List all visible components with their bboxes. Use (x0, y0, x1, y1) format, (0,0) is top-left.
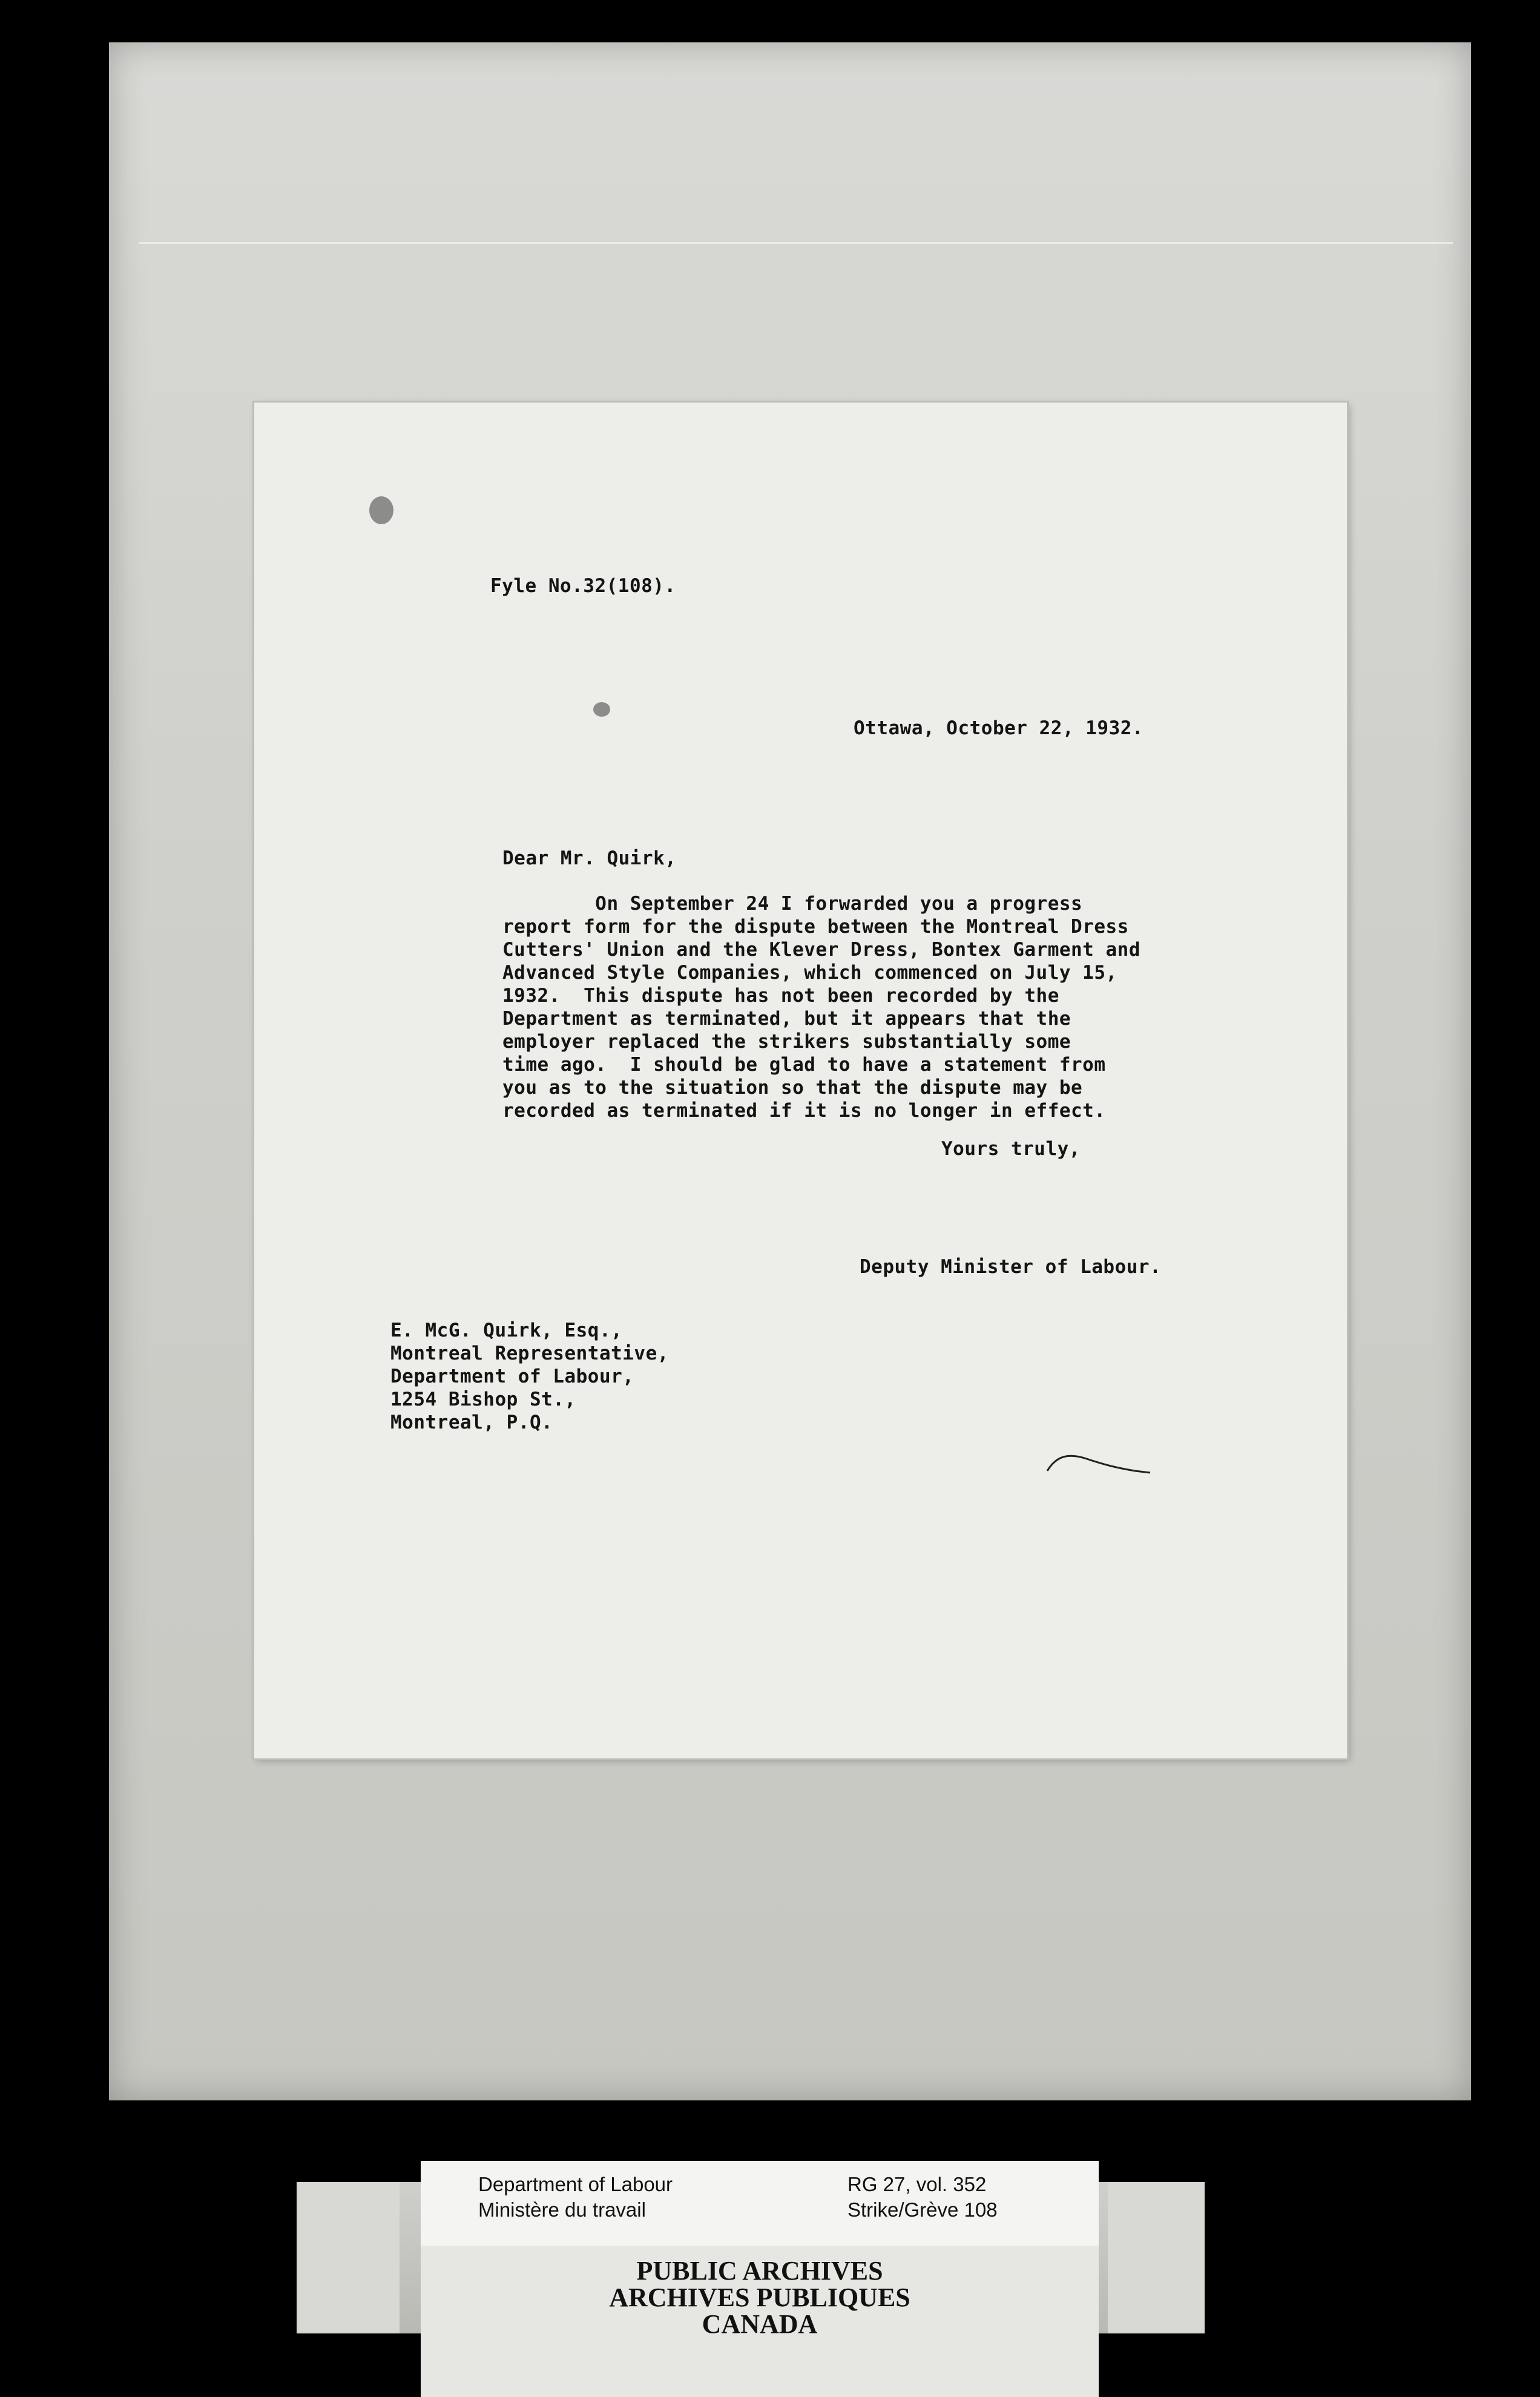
department-fr: Ministère du travail (478, 2198, 646, 2221)
address-line: 1254 Bishop St., (390, 1389, 576, 1410)
body-line: you as to the situation so that the dispute may be (502, 1077, 1083, 1099)
archive-title-fr: ARCHIVES PUBLIQUES (609, 2283, 910, 2312)
record-group: RG 27, vol. 352 (847, 2173, 987, 2195)
letter-sheet (254, 403, 1347, 1758)
body-line: Cutters' Union and the Klever Dress, Bontex Garment and (502, 939, 1140, 961)
body-line: On September 24 I forwarded you a progress (502, 893, 1083, 915)
strike-reference: Strike/Grève 108 (847, 2198, 998, 2221)
body-line: employer replaced the strikers substantially some (502, 1031, 1071, 1053)
signature-title: Deputy Minister of Labour. (860, 1256, 1162, 1278)
archive-tab-right (1108, 2182, 1205, 2333)
mount-edge-line (139, 242, 1453, 244)
body-line: recorded as terminated if it is no longer in effect. (502, 1100, 1106, 1122)
salutation: Dear Mr. Quirk, (502, 847, 677, 869)
closing: Yours truly, (941, 1138, 1081, 1160)
body-line: Advanced Style Companies, which commenced on July 15, (502, 962, 1117, 984)
body-line: Department as terminated, but it appears that the (502, 1008, 1071, 1030)
address-line: Montreal, P.Q. (390, 1412, 553, 1433)
ink-blot (369, 496, 393, 524)
address-line: Montreal Representative, (390, 1343, 669, 1364)
archive-title-en: PUBLIC ARCHIVES (636, 2256, 883, 2286)
body-line: time ago. I should be glad to have a statement from (502, 1054, 1106, 1076)
ink-blot (593, 702, 610, 717)
archive-tab-left (297, 2182, 400, 2333)
archive-title-country: CANADA (702, 2309, 818, 2339)
body-line: 1932. This dispute has not been recorded by the (502, 985, 1059, 1007)
pen-scribble (1044, 1450, 1153, 1480)
file-reference: Fyle No.32(108). (490, 575, 676, 597)
department-en: Department of Labour (478, 2173, 673, 2195)
dateline: Ottawa, October 22, 1932. (854, 717, 1144, 739)
record-label (421, 2161, 1099, 2246)
body-line: report form for the dispute between the Montreal Dress (502, 916, 1129, 938)
address-line: Department of Labour, (390, 1366, 634, 1387)
address-line: E. McG. Quirk, Esq., (390, 1320, 623, 1341)
